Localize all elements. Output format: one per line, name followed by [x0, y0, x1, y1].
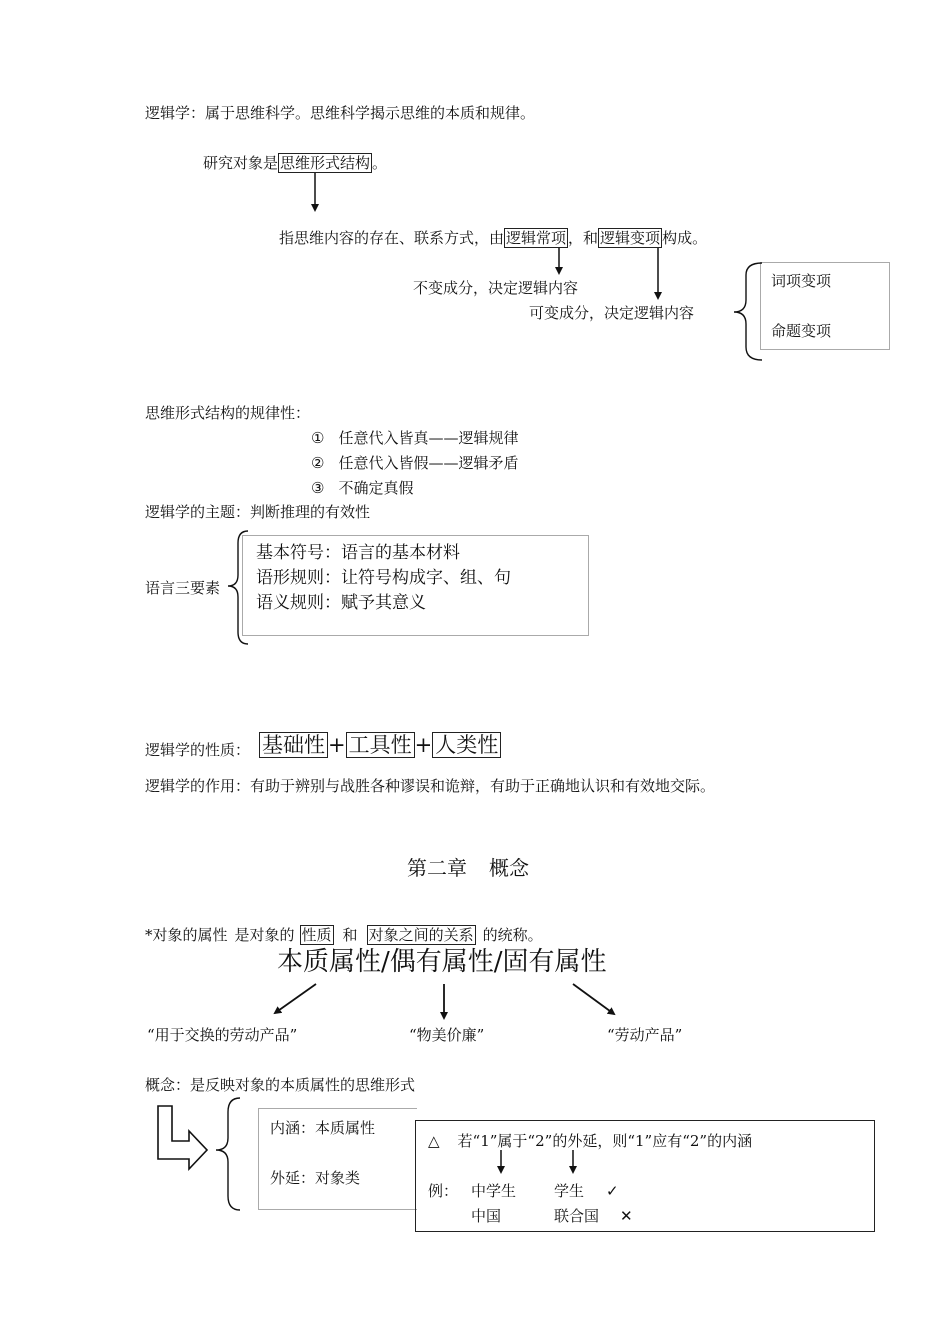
property-box: 性质: [301, 926, 332, 944]
attribute-types-heading: 本质属性/偶有属性/固有属性: [277, 947, 607, 977]
language-label: 语言三要素: [145, 579, 221, 597]
check-icon: ✓: [606, 1182, 619, 1200]
attribute-suffix: 的统称。: [482, 926, 543, 944]
language-item: 语义规则：赋予其意义: [256, 593, 426, 613]
relation-box: 对象之间的关系: [368, 926, 474, 944]
cross-icon: ✕: [620, 1207, 633, 1225]
connotation: 内涵：本质属性: [270, 1119, 376, 1137]
attribute-example-inherent: “劳动产品”: [607, 1026, 683, 1044]
nature-label: 逻辑学的性质：: [145, 741, 251, 759]
research-object-prefix: 研究对象是: [203, 154, 279, 172]
arrow-inherent: [573, 984, 614, 1014]
brace-concept: [216, 1098, 240, 1210]
attribute-example-essential: “用于交换的劳动产品”: [147, 1026, 298, 1044]
language-item: 语形规则：让符号构成字、组、句: [256, 568, 511, 588]
example-a: 中学生: [471, 1182, 517, 1200]
regularity-text: 任意代入皆假——逻辑矛盾: [338, 454, 519, 472]
logical-variable-box: 逻辑变项: [600, 229, 661, 247]
constant-description: 不变成分，决定逻辑内容: [413, 279, 579, 297]
rule-text-b: ”属于“: [489, 1132, 536, 1150]
regularity-num: ①: [311, 429, 325, 447]
attribute-prefix: *对象的属性: [145, 926, 228, 944]
example-b: 联合国: [554, 1207, 600, 1225]
rule-text-a: 若“: [457, 1132, 481, 1150]
hollow-arrow-icon: [158, 1106, 207, 1169]
regularity-text: 不确定真假: [338, 479, 414, 497]
language-item: 基本符号：语言的基本材料: [256, 543, 460, 563]
chapter-number: 第二章: [407, 856, 467, 880]
denotation: 外延：对象类: [270, 1169, 361, 1187]
attribute-mid: 是对象的: [234, 926, 295, 944]
example-label: 例：: [428, 1182, 459, 1200]
form-suffix: 构成。: [662, 229, 708, 247]
proposition-variable: 命题变项: [771, 322, 832, 340]
brace-language: [228, 531, 248, 644]
logic-definition: 逻辑学：属于思维科学。思维科学揭示思维的本质和规律。: [145, 104, 536, 122]
chapter-subtitle: 概念: [489, 856, 529, 880]
term-variable: 词项变项: [771, 272, 832, 290]
logical-constant-box: 逻辑常项: [506, 229, 567, 247]
regularity-num: ②: [311, 454, 325, 472]
regularity-title: 思维形式结构的规律性：: [145, 404, 311, 422]
rule-one: 1: [480, 1132, 490, 1150]
variable-description: 可变成分，决定逻辑内容: [529, 304, 695, 322]
concept-definition: 概念：是反映对象的本质属性的思维形式: [145, 1076, 416, 1094]
arrow-essential: [275, 984, 316, 1013]
nature-tool-box: 工具性: [346, 732, 415, 758]
plus-sign: +: [328, 733, 346, 757]
research-object-box: 思维形式结构: [280, 154, 371, 172]
regularity-text: 任意代入皆真——逻辑规律: [338, 429, 519, 447]
regularity-num: ③: [311, 479, 325, 497]
attribute-and: 和: [342, 926, 358, 944]
example-b: 学生: [554, 1182, 585, 1200]
form-prefix: 指思维内容的存在、联系方式，由: [279, 229, 505, 247]
logic-theme: 逻辑学的主题：判断推理的有效性: [145, 503, 371, 521]
brace-variable-types: [734, 263, 762, 360]
plus-sign: +: [414, 733, 433, 757]
rule-text-c: ”的外延，则“1”应有“2”的内涵: [544, 1132, 753, 1150]
research-object-suffix: 。: [372, 154, 388, 172]
logic-function: 逻辑学的作用：有助于辨别与战胜各种谬误和诡辩，有助于正确地认识和有效地交际。: [145, 777, 716, 795]
rule-two: 2: [535, 1132, 545, 1150]
example-a: 中国: [471, 1207, 502, 1225]
form-mid: ，和: [568, 229, 599, 247]
triangle-icon: △: [428, 1132, 440, 1150]
nature-human-box: 人类性: [432, 732, 501, 758]
attribute-example-accidental: “物美价廉”: [409, 1026, 485, 1044]
nature-basic-box: 基础性: [259, 732, 328, 758]
